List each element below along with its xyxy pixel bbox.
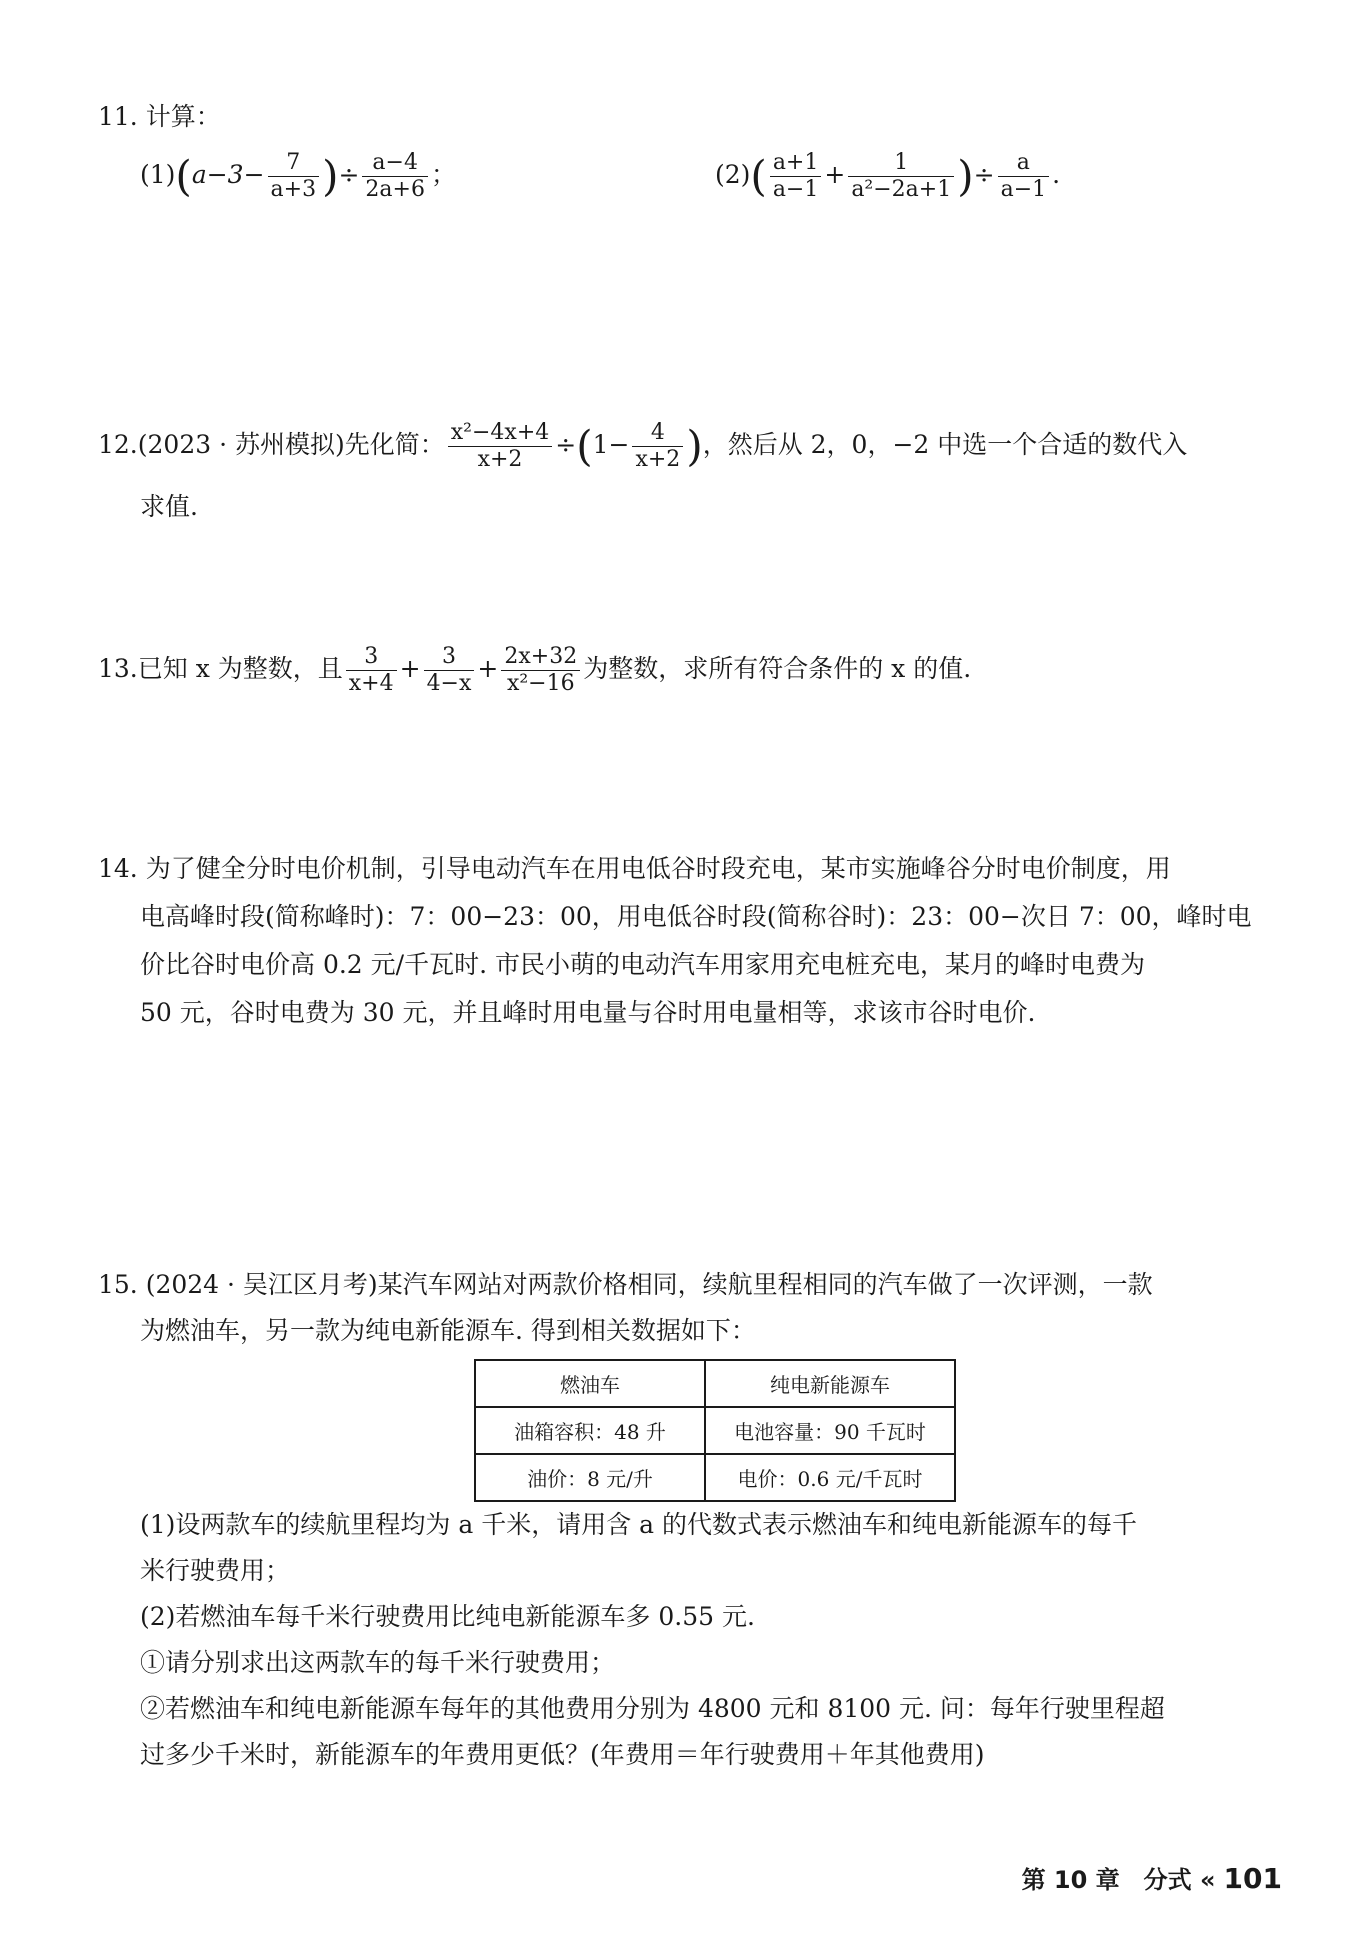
question-12: 12.(2023 · 苏州模拟)先化简： $\frac{\text{x²−4x+4}}{x+2}$ ÷(1− $\frac{4}{x+2}$ )，然后从 2，0，−2 中选一个合适的数代入 bbox=[98, 420, 1188, 472]
q14-line: 电高峰时段(简称峰时)：7：00−23：00，用电低谷时段(简称谷时)：23：00−次日 7：00，峰时电 bbox=[140, 902, 1252, 931]
question-13: 13.已知 x 为整数，且 $\frac{3}{x+4}$ + $\frac{3}{4-x}$ + $\frac{2x+32}{\text{x²−16}}$ 为整数，求所有符合条件的 x 的值. bbox=[98, 644, 972, 696]
q11-label: 11. 计算： bbox=[98, 102, 221, 131]
page-number: 101 bbox=[1223, 1862, 1282, 1895]
q15-sub-line: ②若燃油车和纯电新能源车每年的其他费用分别为 4800 元和 8100 元. 问：每年行驶里程超 bbox=[140, 1694, 1165, 1723]
q15-subquestions bbox=[140, 1502, 1300, 1778]
q11-part2: (2)( $\frac{a+1}{a-1}$ + $\frac{1}{\text{a²−2a+1}}$ )÷ $\frac{a}{a-1}$ . bbox=[715, 150, 1061, 202]
question-15 bbox=[98, 1262, 1258, 1354]
fraction: $\frac{2x+32}{\text{x²−16}}$ bbox=[501, 644, 580, 697]
fraction: $\frac{7}{a+3}$ bbox=[268, 150, 320, 203]
chapter-label: 第 10 章 分式 « bbox=[1021, 1866, 1216, 1894]
fraction: $\frac{4}{x+2}$ bbox=[632, 420, 683, 473]
table-row bbox=[475, 1454, 955, 1501]
q11-part1: (1)(a−3− $\frac{7}{a+3}$ )÷ $\frac{a-4}{2a+6}$ ； bbox=[140, 150, 456, 202]
q12-line2: 求值. bbox=[140, 492, 198, 521]
q15-line: 15. (2024 · 吴江区月考)某汽车网站对两款价格相同，续航里程相同的汽车做了一次评测，一款 bbox=[98, 1270, 1153, 1299]
q15-sub-line: (1)设两款车的续航里程均为 a 千米，请用含 a 的代数式表示燃油车和纯电新能源车的每千 bbox=[140, 1510, 1138, 1539]
table-cell: 电价：0.6 元/千瓦时 bbox=[705, 1454, 955, 1501]
fraction: $\frac{\text{x²−4x+4}}{x+2}$ bbox=[448, 420, 553, 473]
table-cell: 燃油车 bbox=[475, 1360, 705, 1407]
q15-sub-line: (2)若燃油车每千米行驶费用比纯电新能源车多 0.55 元. bbox=[140, 1602, 755, 1631]
q15-sub-line: 米行驶费用； bbox=[140, 1556, 291, 1585]
table-cell: 纯电新能源车 bbox=[705, 1360, 955, 1407]
question-14 bbox=[98, 845, 1258, 1037]
q15-sub-line: ①请分别求出这两款车的每千米行驶费用； bbox=[140, 1648, 616, 1677]
data-table bbox=[474, 1359, 956, 1502]
table-cell: 电池容量：90 千瓦时 bbox=[705, 1407, 955, 1454]
fraction: $\frac{3}{x+4}$ bbox=[346, 644, 397, 697]
table-cell: 油价：8 元/升 bbox=[475, 1454, 705, 1501]
page-footer bbox=[1022, 1860, 1282, 1895]
fraction: $\frac{a+1}{a-1}$ bbox=[770, 150, 822, 203]
q12-source: (2023 · 苏州模拟) bbox=[137, 430, 345, 459]
q14-line: 价比谷时电价高 0.2 元/千瓦时. 市民小萌的电动汽车用家用充电桩充电，某月的峰时电费为 bbox=[140, 950, 1145, 979]
fraction: $\frac{a-4}{2a+6}$ bbox=[362, 150, 428, 203]
question-11 bbox=[98, 98, 1258, 136]
table-row bbox=[475, 1407, 955, 1454]
table-row bbox=[475, 1360, 955, 1407]
q15-line: 为燃油车，另一款为纯电新能源车. 得到相关数据如下： bbox=[140, 1316, 756, 1345]
fraction: $\frac{a}{a-1}$ bbox=[998, 150, 1050, 203]
fraction: $\frac{3}{4-x}$ bbox=[424, 644, 475, 697]
table-cell: 油箱容积：48 升 bbox=[475, 1407, 705, 1454]
fraction: $\frac{1}{\text{a²−2a+1}}$ bbox=[848, 150, 954, 203]
q14-line: 50 元，谷时电费为 30 元，并且峰时用电量与谷时用电量相等，求该市谷时电价. bbox=[140, 998, 1036, 1027]
q15-sub-line: 过多少千米时，新能源车的年费用更低？(年费用＝年行驶费用＋年其他费用) bbox=[140, 1740, 985, 1769]
q14-line: 14. 为了健全分时电价机制，引导电动汽车在用电低谷时段充电，某市实施峰谷分时电价制度，用 bbox=[98, 854, 1171, 883]
